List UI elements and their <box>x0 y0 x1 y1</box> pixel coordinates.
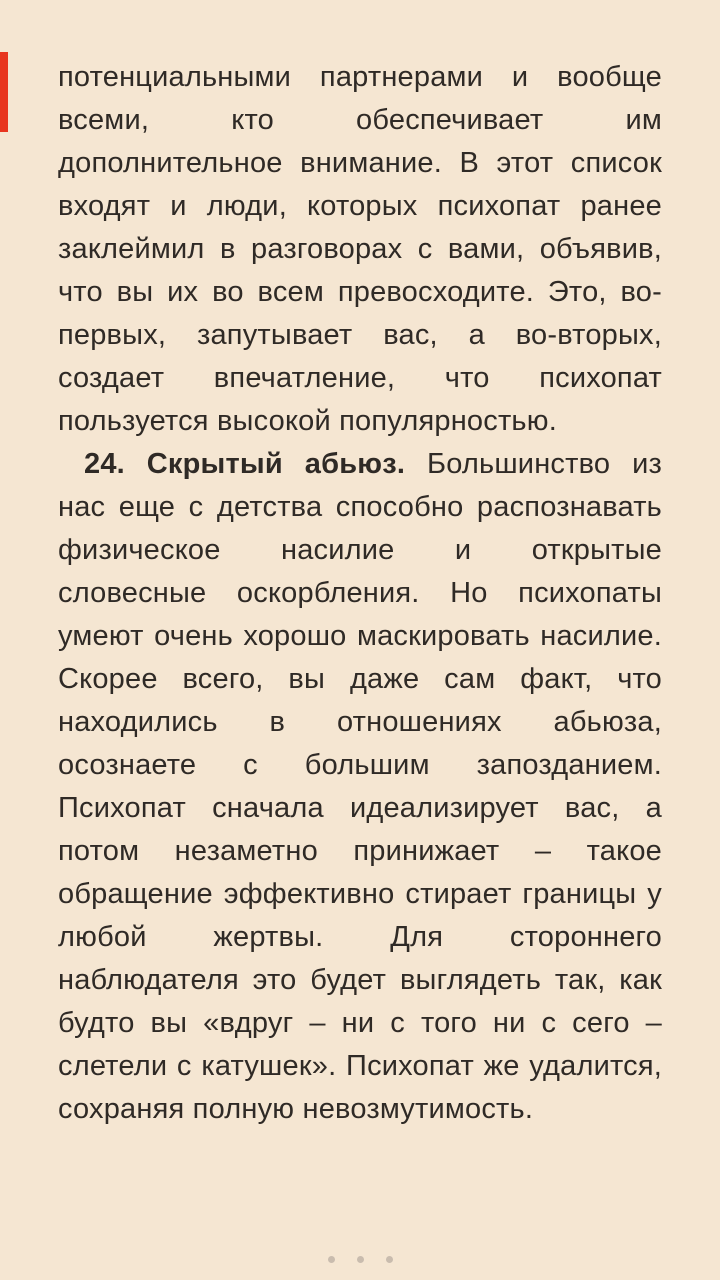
bookmark-marker <box>0 52 8 132</box>
page-indicator[interactable] <box>0 1252 720 1266</box>
section-heading: 24. Скрытый абьюз. <box>84 448 406 480</box>
paragraph-continuation: потенциальными партнерами и вообще всеми, кто обеспечивает им дополнительное внимание. В этот список входят и люди, которых психопат ранее заклеймил в разговорах с вами, объявив, что вы их во всем превосходите. Это, во-первых, запутывает вас, а во-вторых, создает впечатление, что психопат пользуется высокой популярностью. <box>58 61 662 437</box>
page-dot <box>328 1256 335 1263</box>
page-dot <box>357 1256 364 1263</box>
section-body: Большинство из нас еще с детства способно распознавать физическое насилие и открытые словесные оскорбления. Но психопаты умеют очень хорошо маскировать насилие. Скорее всего, вы даже сам факт, что находились в отношениях абьюза, осознаете с большим запозданием. Психопат сначала идеализирует вас, а потом незаметно принижает – такое обращение эффективно стирает границы у любой жертвы. Для стороннего наблюдателя это будет выглядеть так, как будто вы «вдруг – ни с того ни с сего – слетели с катушек». Психопат же удалится, сохраняя полную невозмутимость. <box>58 448 662 1125</box>
paragraph-section-24 <box>58 443 662 1131</box>
page-text <box>58 56 662 1131</box>
page-dot <box>386 1256 393 1263</box>
